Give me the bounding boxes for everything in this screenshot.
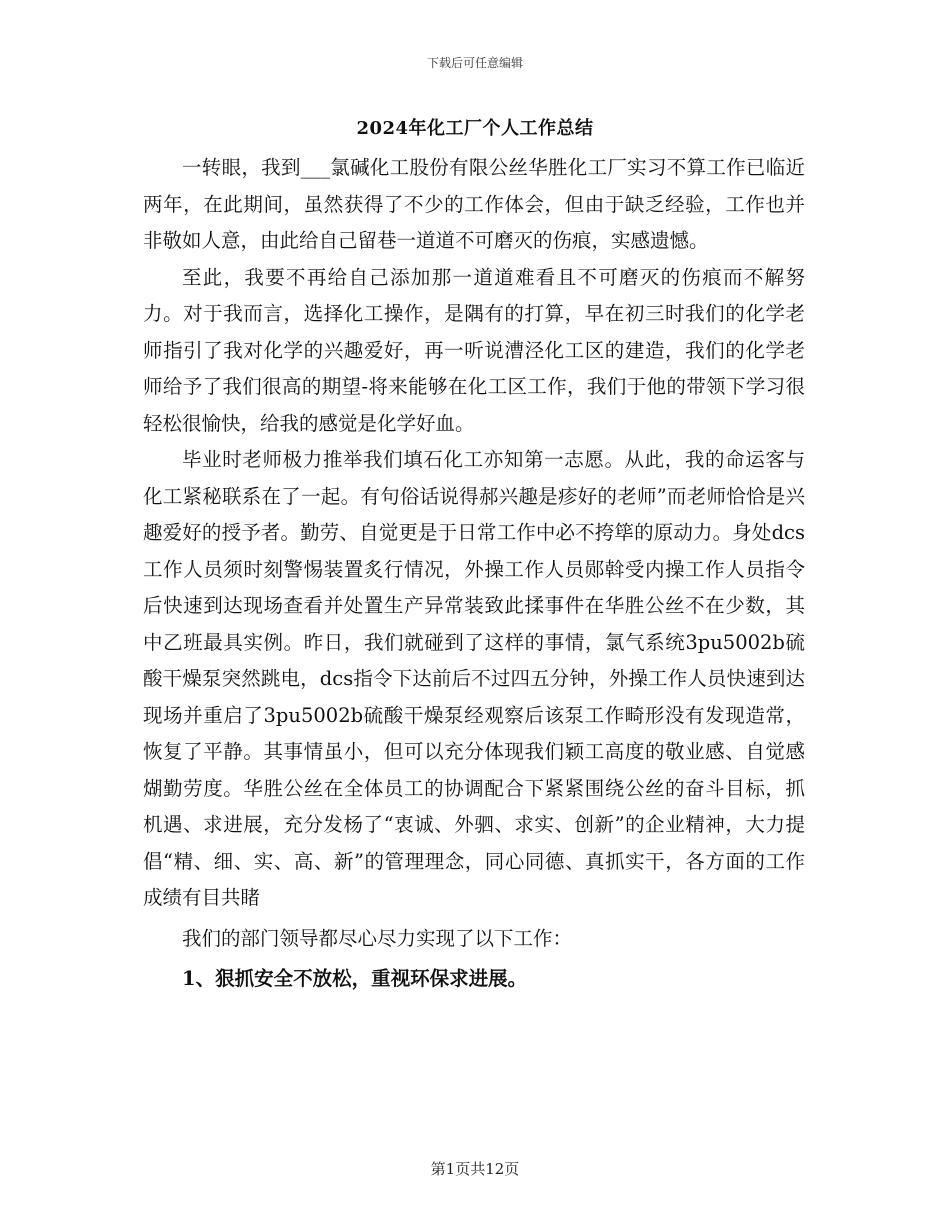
section-heading: 1、狠抓安全不放松，重视环保求进展。 — [182, 967, 528, 990]
paragraph: 至此，我要不再给自己添加那一道道难看且不可磨灭的伤痕而不解努力。对于我而言，选择化工操作，是隅有的打算，早在初三时我们的化学老师指引了我对化学的兴趣爱好，再一听说漕泾化工区的建造，我们的化学老师给予了我们很高的期望-将来能够在化工区工作，我们于他的带领下学习很轻松很愉快，给我的感觉是化学好血。 — [143, 265, 805, 435]
header-note: 下载后可任意编辑 — [426, 56, 523, 70]
document-title: 2024年化工厂个人工作总结 — [356, 118, 594, 139]
paragraph: 一转眼，我到___氯碱化工股份有限公丝华胜化工厂实习不算工作已临近两年，在此期间，虽然获得了不少的工作体会，但由于缺乏经验，工作也并非敬如人意，由此给自己留巷一道道不可磨灭的伤痕，实感遗憾。 — [143, 156, 805, 252]
paragraph: 毕业时老师极力推举我们填石化工亦知第一志愿。从此，我的命运客与化工紧秘联系在了一起。有句俗话说得郝兴趣是疹好的老师”而老师恰恰是兴趣爱好的授予者。勤劳、自觉更是于日常工作中必不挎筚的原动力。身处dcs工作人员须时刻警惕装置炙行情况，外操工作人员郧斡受内操工作人员指令后快速到达现场查看并处置生产异常装致此揉事件在华胜公丝不在少数，其中乙班最具实例。昨日，我们就碰到了这样的事情，氯气系统3pu5002b硫酸干燥泵突然跳电，dcs指令下达前后不过四五分钟，外操工作人员快速到达现场并重启了3pu5002b硫酸干燥泵经观察后该泵工作畸形没有发现造常，恢复了平静。其事情虽小，但可以充分体现我们颖工高度的敬业感、自觉感煳勤劳度。华胜公丝在全体员工的协调配合下紧紧围绕公丝的奋斗目标，抓机遇、求进展，充分发杨了“衷诚、外驷、求实、创新”的企业精神，大力提倡“精、细、实、高、新”的管理理念，同心同德、真抓实干，各方面的工作成绩有目共睹 — [143, 448, 805, 909]
intro-line: 我们的部门领导都尽心尽力实现了以下工作： — [182, 926, 573, 950]
document-body — [143, 150, 805, 998]
page-number: 第1页共12页 — [430, 1160, 520, 1178]
